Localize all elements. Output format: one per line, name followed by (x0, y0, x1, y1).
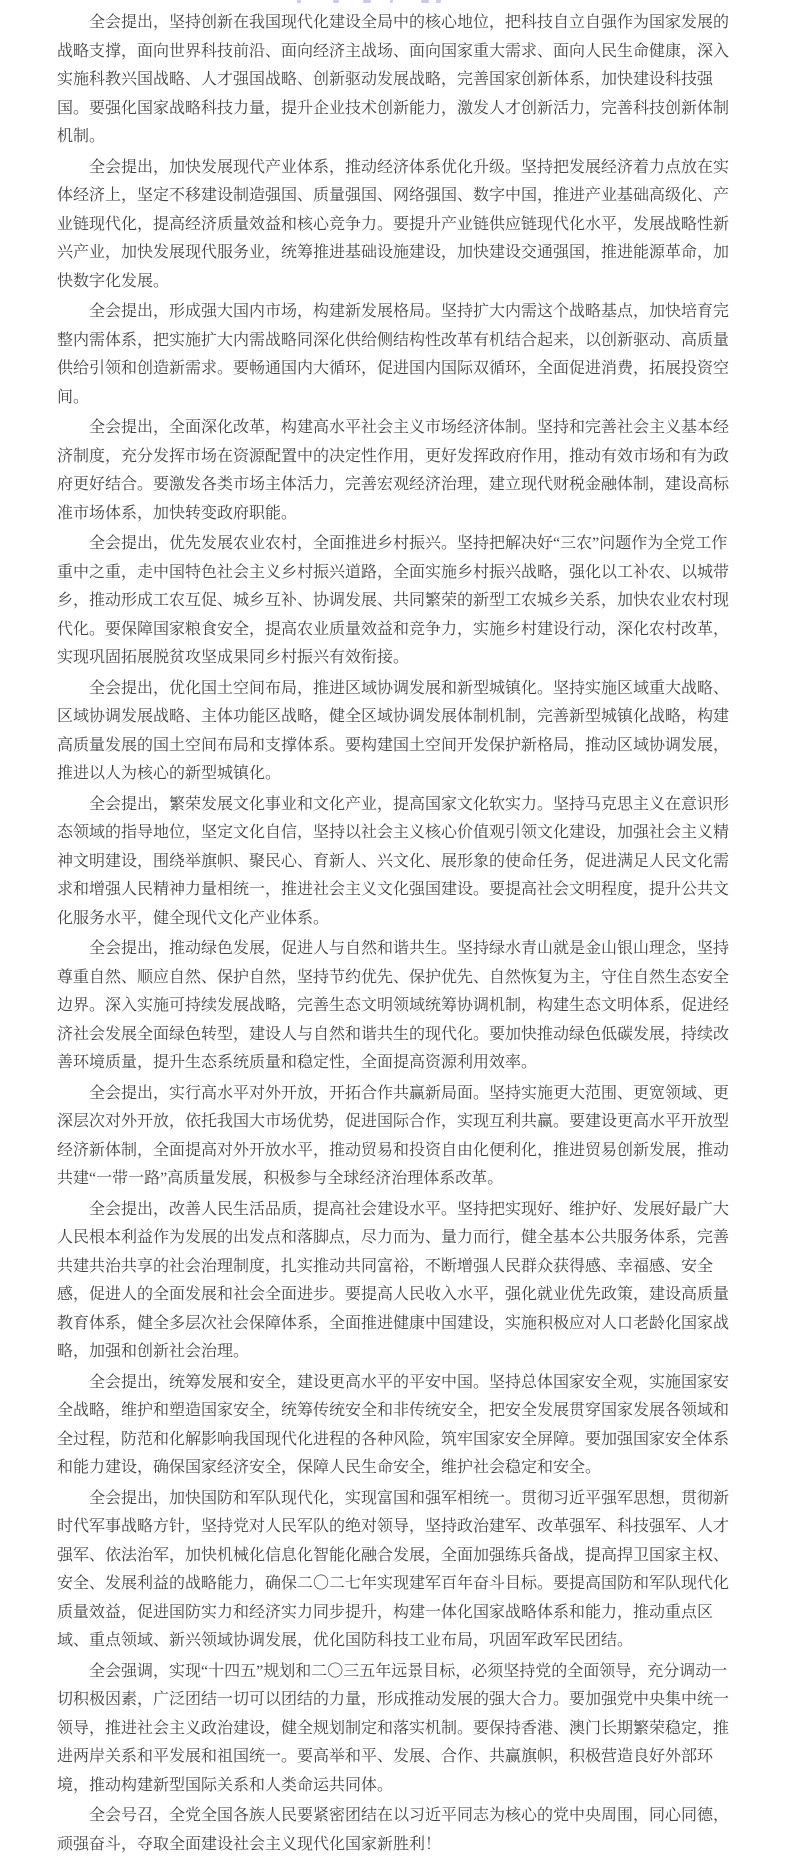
remnant-dot (297, 0, 301, 3)
paragraph-security: 全会提出，统筹发展和安全，建设更高水平的平安中国。坚持总体国家安全观，实施国家安全战略，维护和塑造国家安全，统筹传统安全和非传统安全，把安全发展贯穿国家发展各领域和全过程，防范和化解影响我国现代化进程的各种风险，筑牢国家安全屏障。要加强国家安全体系和能力建设，确保国家经济安全，保障人民生命安全，维护社会稳定和安全。 (57, 1373, 730, 1476)
paragraph-regional-urbanization: 全会提出，优化国土空间布局，推进区域协调发展和新型城镇化。坚持实施区域重大战略、区域协调发展战略、主体功能区战略，健全区域协调发展体制机制，完善新型城镇化战略，构建高质量发展的国土空间布局和支撑体系。要构建国土空间开发保护新格局，推动区域协调发展，推进以人为核心的新型城镇化。 (57, 679, 730, 782)
cropped-line-remnant (0, 0, 800, 4)
paragraph-rural-revitalization: 全会提出，优先发展农业农村，全面推进乡村振兴。坚持把解决好“三农”问题作为全党工作重中之重，走中国特色社会主义乡村振兴道路，全面实施乡村振兴战略，强化以工补农、以城带乡，推动形成工农互促、城乡互补、协调发展、共同繁荣的新型工农城乡关系，加快农业农村现代化。要保障国家粮食安全，提高农业质量效益和竞争力，实施乡村建设行动，深化农村改革，实现巩固拓展脱贫攻坚成果同乡村振兴有效衔接。 (57, 535, 730, 666)
remnant-dot (363, 0, 371, 3)
paragraph-national-defense: 全会提出，加快国防和军队现代化，实现富国和强军相统一。贯彻习近平强军思想，贯彻新时代军事战略方针，坚持党对人民军队的绝对领导，坚持政治建军、改革强军、科技强军、人才强军、依法治军，加快机械化信息化智能化融合发展，全面加强练兵备战，提高捍卫国家主权、安全、发展利益的战略能力，确保二〇二七年实现建军百年奋斗目标。要提高国防和军队现代化质量效益，促进国防实力和经济实力同步提升，构建一体化国家战略体系和能力，推动重点区域、重点领域、新兴领域协调发展，优化国防科技工业布局，巩固军政军民团结。 (57, 1489, 730, 1649)
remnant-dot (421, 0, 429, 3)
remnant-dot (333, 0, 339, 3)
paragraph-party-leadership: 全会强调，实现“十四五”规划和二〇三五年远景目标，必须坚持党的全面领导，充分调动一切积极因素，广泛团结一切可以团结的力量，形成推动发展的强大合力。要加强党中央集中统一领导，推进社会主义政治建设，健全规划制定和落实机制。要保持香港、澳门长期繁荣稳定，推进两岸关系和平发展和祖国统一。要高举和平、发展、合作、共赢旗帜，积极营造良好外部环境，推动构建新型国际关系和人类命运共同体。 (57, 1662, 730, 1794)
paragraph-modern-industry: 全会提出，加快发展现代产业体系，推动经济体系优化升级。坚持把发展经济着力点放在实体经济上，坚定不移建设制造强国、质量强国、网络强国、数字中国，推进产业基础高级化、产业链现代化，提高经济质量效益和核心竞争力。要提升产业链供应链现代化水平，发展战略性新兴产业，加快发展现代服务业，统筹推进基础设施建设，加快建设交通强国，推进能源革命，加快数字化发展。 (57, 158, 730, 290)
remnant-dot (436, 0, 441, 3)
paragraph-innovation: 全会提出，坚持创新在我国现代化建设全局中的核心地位，把科技自立自强作为国家发展的战略支撑，面向世界科技前沿、面向经济主战场、面向国家重大需求、面向人民生命健康，深入实施科教兴国战略、人才强国战略、创新驱动发展战略，完善国家创新体系，加快建设科技强国。要强化国家战略科技力量，提升企业技术创新能力，激发人才创新活力，完善科技创新体制机制。 (57, 14, 730, 145)
paragraph-culture: 全会提出，繁荣发展文化事业和文化产业，提高国家文化软实力。坚持马克思主义在意识形态领域的指导地位，坚定文化自信，坚持以社会主义核心价值观引领文化建设，加强社会主义精神文明建设，围绕举旗帜、聚民心、育新人、兴文化、展形象的使命任务，促进满足人民文化需求和增强人民精神力量相统一，推进社会主义文化强国建设。要提高社会文明程度，提升公共文化服务水平，健全现代文化产业体系。 (57, 795, 730, 927)
paragraph-call-to-action: 全会号召，全党全国各族人民要紧密团结在以习近平同志为核心的党中央周围，同心同德，顽强奋斗，夺取全面建设社会主义现代化国家新胜利！ (57, 1807, 730, 1853)
paragraph-green-development: 全会提出，推动绿色发展，促进人与自然和谐共生。坚持绿水青山就是金山银山理念，坚持尊重自然、顺应自然、保护自然，坚持节约优先、保护优先、自然恢复为主，守住自然生态安全边界。深入实施可持续发展战略，完善生态文明领域统筹协调机制，构建生态文明体系，促进经济社会发展全面绿色转型，建设人与自然和谐共生的现代化。要加快推动绿色低碳发展，持续改善环境质量，提升生态系统质量和稳定性，全面提高资源利用效率。 (57, 940, 730, 1071)
paragraph-reform: 全会提出，全面深化改革，构建高水平社会主义市场经济体制。坚持和完善社会主义基本经济制度，充分发挥市场在资源配置中的决定性作用，更好发挥政府作用，推动有效市场和有为政府更好结合。要激发各类市场主体活力，完善宏观经济治理，建立现代财税金融体制，建设高标准市场体系，加快转变政府职能。 (57, 419, 730, 522)
remnant-dot (390, 0, 393, 3)
paragraph-opening-up: 全会提出，实行高水平对外开放，开拓合作共赢新局面。坚持实施更大范围、更宽领域、更深层次对外开放，依托我国大市场优势，促进国际合作，实现互利共赢。要建设更高水平开放型经济新体制，全面提高对外开放水平，推动贸易和投资自由化便利化，推进贸易创新发展，推动共建“一带一路”高质量发展，积极参与全球经济治理体系改革。 (57, 1084, 730, 1187)
paragraph-domestic-market: 全会提出，形成强大国内市场，构建新发展格局。坚持扩大内需这个战略基点，加快培育完整内需体系，把实施扩大内需战略同深化供给侧结构性改革有机结合起来，以创新驱动、高质量供给引领和创造新需求。要畅通国内大循环，促进国内国际双循环，全面促进消费，拓展投资空间。 (57, 303, 730, 406)
paragraph-livelihood: 全会提出，改善人民生活品质，提高社会建设水平。坚持把实现好、维护好、发展好最广大人民根本利益作为发展的出发点和落脚点，尽力而为、量力而行，健全基本公共服务体系，完善共建共治共享的社会治理制度，扎实推动共同富裕，不断增强人民群众获得感、幸福感、安全感，促进人的全面发展和社会全面进步。要提高人民收入水平，强化就业优先政策，建设高质量教育体系，健全多层次社会保障体系，全面推进健康中国建设，实施积极应对人口老龄化国家战略，加强和创新社会治理。 (57, 1200, 730, 1360)
